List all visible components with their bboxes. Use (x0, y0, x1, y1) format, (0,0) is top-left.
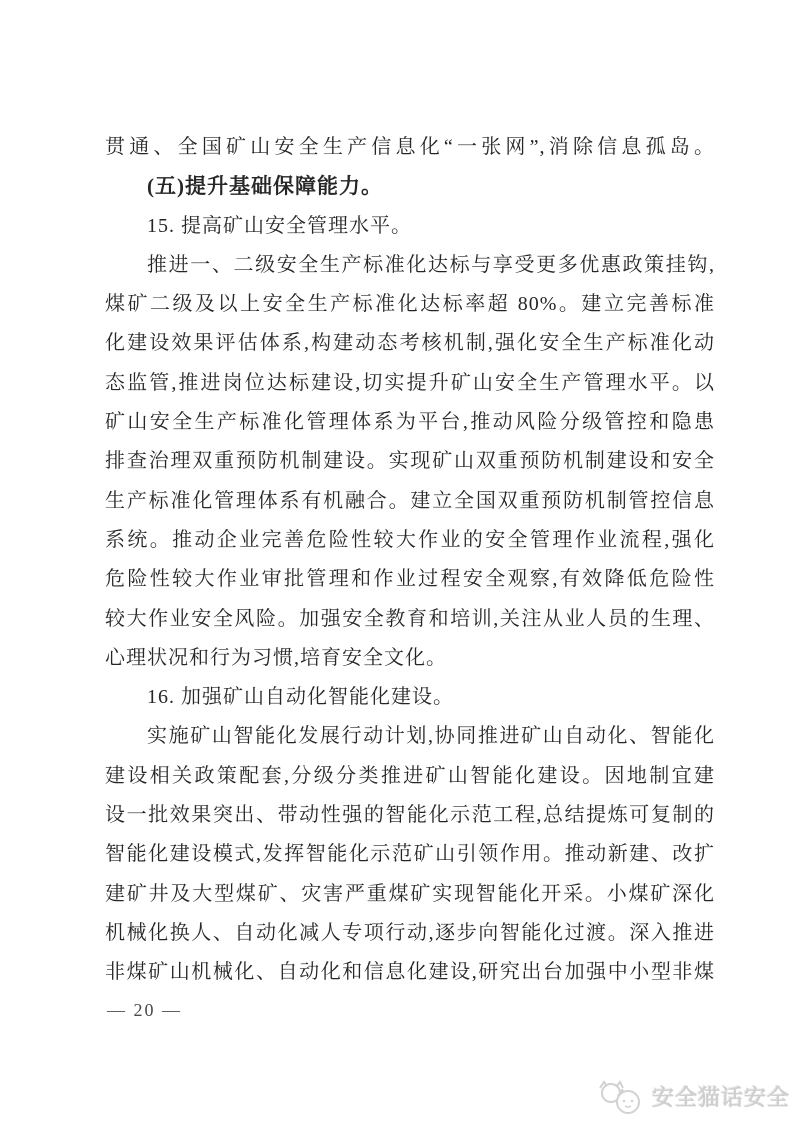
text-line: 设一批效果突出、带动性强的智能化示范工程,总结提炼可复制的 (105, 804, 715, 827)
text-line: 16. 加强矿山自动化智能化建设。 (147, 686, 454, 709)
text-line: (五)提升基础保障能力。 (147, 174, 383, 199)
text-line: 态监管,推进岗位达标建设,切实提升矿山安全生产管理水平。以 (105, 371, 715, 394)
text-line: 危险性较大作业审批管理和作业过程安全观察,有效降低危险性 (105, 568, 715, 591)
text-line: 机械化换人、自动化减人专项行动,逐步向智能化过渡。深入推进 (105, 921, 715, 944)
text-line: 建设相关政策配套,分级分类推进矿山智能化建设。因地制宜建 (105, 764, 715, 787)
text-line: 系统。推动企业完善危险性较大作业的安全管理作业流程,强化 (105, 528, 715, 551)
text-line: 建矿井及大型煤矿、灾害严重煤矿实现智能化开采。小煤矿深化 (105, 882, 715, 905)
cat-logo-icon (594, 1078, 646, 1114)
text-line: 心理状况和行为习惯,培育安全文化。 (105, 646, 447, 669)
text-line: 生产标准化管理体系有机融合。建立全国双重预防机制管控信息 (105, 489, 715, 512)
text-line: 推进一、二级安全生产标准化达标与享受更多优惠政策挂钩, (147, 253, 715, 276)
watermark-text: 安全猫话安全 (651, 1084, 790, 1110)
text-line: 非煤矿山机械化、自动化和信息化建设,研究出台加强中小型非煤 (105, 961, 715, 984)
text-line: 矿山安全生产标准化管理体系为平台,推动风险分级管控和隐患 (105, 411, 715, 434)
text-line: 较大作业安全风险。加强安全教育和培训,关注从业人员的生理、 (105, 607, 715, 630)
text-line: 排查治理双重预防机制建设。实现矿山双重预防机制建设和安全 (105, 450, 715, 473)
text-line: 15. 提高矿山安全管理水平。 (147, 214, 412, 237)
text-line: 煤矿二级及以上安全生产标准化达标率超 80%。建立完善标准 (105, 293, 715, 316)
watermark (594, 1078, 790, 1114)
text-line: 实施矿山智能化发展行动计划,协同推进矿山自动化、智能化 (147, 725, 715, 748)
text-line: 化建设效果评估体系,构建动态考核机制,强化安全生产标准化动 (105, 332, 715, 355)
page-number: — 20 — (107, 1000, 182, 1020)
text-line: 智能化建设模式,发挥智能化示范矿山引领作用。推动新建、改扩 (105, 843, 715, 866)
text-line: 贯通、全国矿山安全生产信息化“一张网”,消除信息孤岛。 (105, 136, 715, 158)
document-body (105, 128, 715, 993)
